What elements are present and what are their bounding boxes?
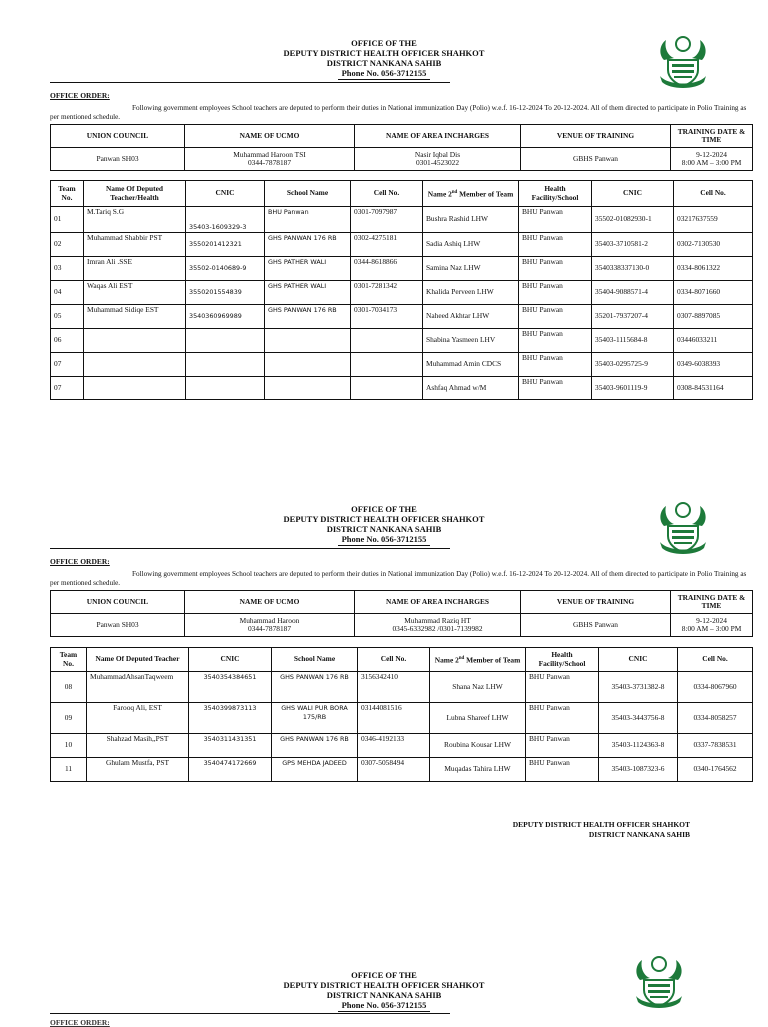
cell-cnic: 35502-0140689-9 <box>186 257 265 281</box>
cell-teacher: M.Tariq S.G <box>84 207 186 233</box>
cell-cnic2: 35201-7937207-4 <box>592 305 674 329</box>
cell-cell2: 0340-1764562 <box>678 758 753 782</box>
cell-teacher: MuhammadAhsanTaqweem <box>87 672 189 703</box>
header-officer: DEPUTY DISTRICT HEALTH OFFICER SHAHKOT <box>283 48 485 58</box>
cell-cnic2: 35403-3443756-8 <box>599 703 678 734</box>
punjab-emblem-icon <box>654 496 712 556</box>
cell-teacher: Imran Ali .SSE <box>84 257 186 281</box>
team-row <box>51 281 753 305</box>
cell-member: Lubna Shareef LHW <box>430 703 526 734</box>
cell-facility: BHU Panwan <box>519 281 592 305</box>
uc-header-row <box>51 125 753 148</box>
cell-member: Muqadas Tahira LHW <box>430 758 526 782</box>
th-cell: Cell No. <box>351 181 423 207</box>
uc-header-union: UNION COUNCIL <box>51 125 185 148</box>
cell-facility: BHU Panwan <box>519 329 592 353</box>
team-row <box>51 758 753 782</box>
cell-member: Roubina Kousar LHW <box>430 734 526 758</box>
header-office: OFFICE OF THE <box>351 38 417 48</box>
uc-header-row: UNION COUNCIL NAME OF UCMO NAME OF AREA INCHARGES VENUE OF TRAINING TRAINING DATE & TIME <box>51 591 753 614</box>
cell-school: GHS PATHER WALI <box>265 257 351 281</box>
th-school: School Name <box>265 181 351 207</box>
cell-cell <box>351 377 423 400</box>
uc-date-time: 9-12-2024 8:00 AM – 3:00 PM <box>671 614 753 637</box>
header-divider <box>50 1013 450 1014</box>
th-team-no: Team No. <box>51 181 84 207</box>
cell-cnic2: 35403-3731382-8 <box>599 672 678 703</box>
cell-school: GHS PANWAN 176 RB <box>265 233 351 257</box>
cell-cell <box>351 353 423 377</box>
teams-header-row <box>51 181 753 207</box>
cell-cnic2: 35404-9088571-4 <box>592 281 674 305</box>
cell-cnic <box>186 329 265 353</box>
cell-cnic2: 3540338337130-0 <box>592 257 674 281</box>
cell-facility: BHU Panwan <box>519 377 592 400</box>
cell-cnic2: 35403-1115684-8 <box>592 329 674 353</box>
cell-facility: BHU Panwan <box>519 257 592 281</box>
cell-cell2: 03217637559 <box>674 207 753 233</box>
cell-cell2: 0308-84531164 <box>674 377 753 400</box>
signature-title: DEPUTY DISTRICT HEALTH OFFICER SHAHKOT <box>512 820 690 829</box>
header-divider <box>50 548 450 549</box>
office-order-text: Following government employees School teachers are deputed to perform their duties in National immunization Day (Polio) w.e.f. 16-12-2024 To 20-12-2024. All of them directed to participate in Polio Training as per mentioned schedule. <box>50 570 747 587</box>
cell-cell2: 0334-8058257 <box>678 703 753 734</box>
uc-header-date: TRAINING DATE & TIME <box>671 125 753 148</box>
cell-team: 11 <box>51 758 87 782</box>
cell-cell2: 03446033211 <box>674 329 753 353</box>
cell-teacher: Ghulam Mustfa, PST <box>87 758 189 782</box>
team-row <box>51 353 753 377</box>
uc-ucmo: Muhammad Haroon 0344-7878187 <box>185 614 355 637</box>
cell-cell <box>351 329 423 353</box>
cell-team: 03 <box>51 257 84 281</box>
cell-member: Bushra Rashid LHW <box>423 207 519 233</box>
office-header-3: OFFICE OF THE DEPUTY DISTRICT HEALTH OFFICER SHAHKOT DISTRICT NANKANA SAHIB Phone No. 056-3712155 <box>283 970 485 1010</box>
cell-cell: 0301-7034173 <box>351 305 423 329</box>
cell-cnic: 35403-1609329-3 <box>186 207 265 233</box>
office-order-text: Following government employees School teachers are deputed to perform their duties in National immunization Day (Polio) w.e.f. 16-12-2024 To 20-12-2024. All of them directed to participate in Polio Training as per mentioned schedule. <box>50 104 747 121</box>
cell-team: 08 <box>51 672 87 703</box>
signature-district: DISTRICT NANKANA SAHIB <box>588 830 690 839</box>
cell-cell2: 0334-8067960 <box>678 672 753 703</box>
uc-union-council: Panwan SH03 <box>51 614 185 637</box>
team-row <box>51 377 753 400</box>
cell-member: Sadia Ashiq LHW <box>423 233 519 257</box>
cell-cnic: 3550201554839 <box>186 281 265 305</box>
th-cell2: Cell No. <box>674 181 753 207</box>
uc-header-venue: VENUE OF TRAINING <box>521 125 671 148</box>
office-order-label: OFFICE ORDER: <box>50 557 110 566</box>
office-order-label: OFFICE ORDER: <box>50 91 110 100</box>
uc-date-time: 9-12-2024 8:00 AM – 3:00 PM <box>671 148 753 171</box>
cell-team: 10 <box>51 734 87 758</box>
cell-team: 07 <box>51 353 84 377</box>
cell-cell2: 0337-7838531 <box>678 734 753 758</box>
cell-team: 01 <box>51 207 84 233</box>
cell-cell2: 0334-8071660 <box>674 281 753 305</box>
cell-cnic <box>186 353 265 377</box>
th-cnic2: CNIC <box>592 181 674 207</box>
teams-table-2 <box>50 647 753 782</box>
header-divider <box>50 82 450 83</box>
cell-cnic2: 35403-0295725-9 <box>592 353 674 377</box>
uc-union-council: Panwan SH03 <box>51 148 185 171</box>
cell-team: 02 <box>51 233 84 257</box>
team-row <box>51 207 753 233</box>
cell-team: 05 <box>51 305 84 329</box>
header-phone: Phone No. 056-3712155 <box>338 68 431 80</box>
cell-teacher: Waqas Ali EST <box>84 281 186 305</box>
cell-team: 06 <box>51 329 84 353</box>
cell-facility: BHU Panwan <box>519 233 592 257</box>
cell-school <box>265 329 351 353</box>
cell-cell2: 0334-8061322 <box>674 257 753 281</box>
th-cnic: CNIC <box>186 181 265 207</box>
cell-school: GHS PANWAN 176 RB <box>272 672 358 703</box>
team-row <box>51 257 753 281</box>
cell-cell: 0307-5058494 <box>358 758 430 782</box>
th-teacher: Name Of Deputed Teacher/Health <box>84 181 186 207</box>
uc-incharge: Nasir Iqbal Dis 0301-4523022 <box>355 148 521 171</box>
cell-facility: BHU Panwan <box>519 305 592 329</box>
cell-member: Naheed Akhtar LHW <box>423 305 519 329</box>
team-row <box>51 305 753 329</box>
cell-cell: 0302-4275181 <box>351 233 423 257</box>
team-row <box>51 329 753 353</box>
uc-table-1 <box>50 124 753 171</box>
uc-venue: GBHS Panwan <box>521 148 671 171</box>
cell-cnic: 3540354384651 <box>189 672 272 703</box>
cell-teacher: Muhammad Sidiqe EST <box>84 305 186 329</box>
cell-school: GHS PATHER WALI <box>265 281 351 305</box>
cell-facility: BHU Panwan <box>526 703 599 734</box>
cell-cell: 0301-7281342 <box>351 281 423 305</box>
cell-cell: 0346-4192133 <box>358 734 430 758</box>
cell-cnic2: 35502-01082930-1 <box>592 207 674 233</box>
cell-cnic: 3540399873113 <box>189 703 272 734</box>
cell-school: GHS PANWAN 176 RB <box>272 734 358 758</box>
cell-member: Shana Naz LHW <box>430 672 526 703</box>
cell-team: 04 <box>51 281 84 305</box>
cell-member: Samina Naz LHW <box>423 257 519 281</box>
uc-data-row <box>51 148 753 171</box>
cell-cnic: 3540474172669 <box>189 758 272 782</box>
teams-table-1 <box>50 180 753 400</box>
cell-member: Khalida Perveen LHW <box>423 281 519 305</box>
cell-cell: 0344-8618866 <box>351 257 423 281</box>
cell-cnic: 3540360969989 <box>186 305 265 329</box>
team-row <box>51 672 753 703</box>
cell-team: 07 <box>51 377 84 400</box>
uc-ucmo: Muhammad Haroon TSI 0344-7878187 <box>185 148 355 171</box>
cell-team: 09 <box>51 703 87 734</box>
cell-cell: 03144081516 <box>358 703 430 734</box>
cell-cnic2: 35403-1124363-8 <box>599 734 678 758</box>
cell-school <box>265 377 351 400</box>
cell-cell2: 0349-6038393 <box>674 353 753 377</box>
cell-school <box>265 353 351 377</box>
cell-facility: BHU Panwan <box>519 353 592 377</box>
cell-cell2: 0307-8897085 <box>674 305 753 329</box>
punjab-emblem-icon <box>654 30 712 90</box>
uc-incharge: Muhammad Raziq HT 0345-6332982 /0301-7139982 <box>355 614 521 637</box>
office-header-2: OFFICE OF THE DEPUTY DISTRICT HEALTH OFFICER SHAHKOT DISTRICT NANKANA SAHIB Phone No. 056-3712155 <box>283 504 485 544</box>
uc-header-incharge: NAME OF AREA INCHARGES <box>355 125 521 148</box>
cell-member: Muhammad Amin CDCS <box>423 353 519 377</box>
cell-cnic <box>186 377 265 400</box>
header-district: DISTRICT NANKANA SAHIB <box>326 58 442 68</box>
cell-facility: BHU Panwan <box>526 758 599 782</box>
cell-teacher: Shahzad Masih,,PST <box>87 734 189 758</box>
uc-venue: GBHS Panwan <box>521 614 671 637</box>
cell-cnic2: 35403-1087323-6 <box>599 758 678 782</box>
cell-cell: 0301-7097987 <box>351 207 423 233</box>
cell-member: Shabina Yasmeen LHV <box>423 329 519 353</box>
cell-teacher <box>84 377 186 400</box>
teams-header-row: Team No. Name Of Deputed Teacher CNIC School Name Cell No. Name 2nd Member of Team Health Facility/School CNIC Cell No. <box>51 648 753 672</box>
cell-facility: BHU Panwan <box>526 672 599 703</box>
cell-cnic2: 35403-9601119-9 <box>592 377 674 400</box>
cell-cell: 3156342410 <box>358 672 430 703</box>
punjab-emblem-icon <box>630 950 688 1010</box>
cell-school: BHU Panwan <box>265 207 351 233</box>
cell-school: GHS WALI PUR BORA 175/RB <box>272 703 358 734</box>
cell-facility: BHU Panwan <box>526 734 599 758</box>
office-header-1 <box>0 38 768 80</box>
cell-cnic: 3540311431351 <box>189 734 272 758</box>
signature-block <box>513 820 690 840</box>
cell-member: Ashfaq Ahmad w/M <box>423 377 519 400</box>
cell-cell2: 0302-7130530 <box>674 233 753 257</box>
cell-facility: BHU Panwan <box>519 207 592 233</box>
cell-teacher: Farooq Ali, EST <box>87 703 189 734</box>
cell-teacher <box>84 353 186 377</box>
uc-header-ucmo: NAME OF UCMO <box>185 125 355 148</box>
cell-school: GPS MEHDA JADEED <box>272 758 358 782</box>
team-row <box>51 703 753 734</box>
cell-teacher: Muhammad Shabbir PST <box>84 233 186 257</box>
th-member: Name 2nd Member of Team <box>423 181 519 207</box>
uc-table-2 <box>50 590 753 637</box>
uc-data-row <box>51 614 753 637</box>
team-row <box>51 233 753 257</box>
th-facility: Health Facility/School <box>519 181 592 207</box>
cell-teacher <box>84 329 186 353</box>
cell-school: GHS PANWAN 176 RB <box>265 305 351 329</box>
cell-cnic: 3550201412321 <box>186 233 265 257</box>
team-row <box>51 734 753 758</box>
cell-cnic2: 35403-3710581-2 <box>592 233 674 257</box>
office-order-label-partial: OFFICE ORDER: <box>50 1018 110 1027</box>
